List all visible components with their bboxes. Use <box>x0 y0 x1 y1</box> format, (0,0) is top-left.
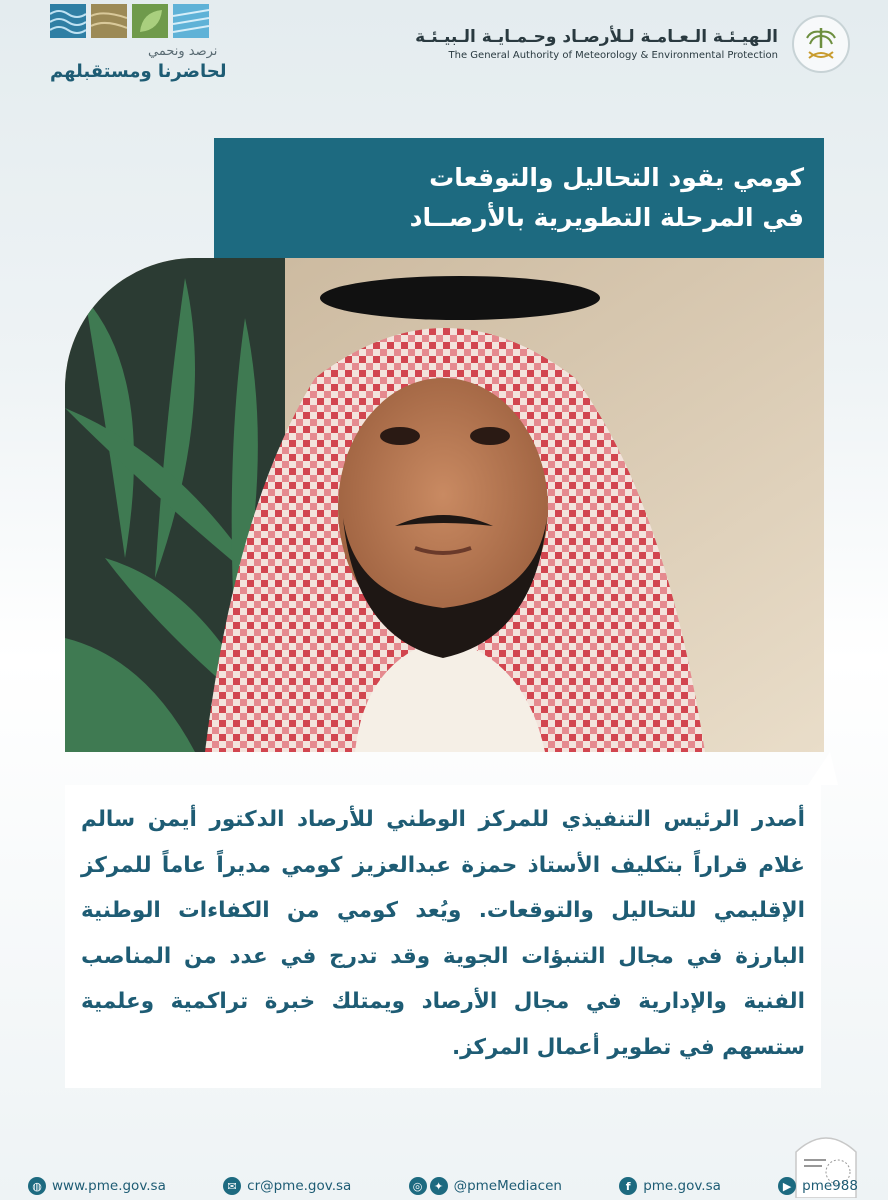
email-text: cr@pme.gov.sa <box>247 1178 352 1194</box>
headline-line-1: كومي يقود التحاليل والتوقعات <box>429 163 804 192</box>
sky-tile-icon <box>173 4 209 38</box>
youtube-icon: ▶ <box>778 1177 796 1195</box>
footer-social[interactable] <box>409 1177 562 1195</box>
mail-icon: ✉ <box>223 1177 241 1195</box>
footer-facebook[interactable] <box>619 1177 721 1195</box>
authority-logo <box>415 12 850 76</box>
twitter-icon: ✦ <box>430 1177 448 1195</box>
authority-name-ar: الـهيـئـة الـعـامـة لـلأرصـاد وحـمـايـة الـبيـئـة <box>415 27 778 47</box>
facebook-icon: f <box>619 1177 637 1195</box>
headline-banner <box>214 138 824 258</box>
campaign-logo <box>50 4 250 104</box>
article-body: أصدر الرئيس التنفيذي للمركز الوطني للأرصاد الدكتور أيمن سالم غلام قراراً بتكليف الأستاذ حمزة عبدالعزيز كومي مديراً عاماً للمركز الإقليمي للتحاليل والتوقعات. ويُعد كومي من الكفاءات الوطنية البارزة في مجال التنبؤات الجوية وقد تدرج في عدد من المناصب الفنية والإدارية في مجال الأرصاد ويمتلك خبرة تراكمية وعلمية ستسهم في تطوير أعمال المركز. <box>81 807 805 1060</box>
article-box <box>65 785 821 1088</box>
headline-line-2: في المرحلة التطويرية بالأرصــاد <box>409 203 804 232</box>
footer-contacts <box>0 1172 888 1200</box>
campaign-tiles <box>50 4 250 38</box>
footer-youtube[interactable] <box>778 1177 858 1195</box>
globe-icon: ◍ <box>28 1177 46 1195</box>
water-tile-icon <box>50 4 86 38</box>
youtube-text: pme988 <box>802 1178 858 1194</box>
leaf-tile-icon <box>132 4 168 38</box>
authority-name-en: The General Authority of Meteorology & Environmental Protection <box>448 50 778 61</box>
sand-tile-icon <box>91 4 127 38</box>
footer-email[interactable] <box>223 1177 351 1195</box>
website-text: www.pme.gov.sa <box>52 1178 166 1194</box>
header <box>0 0 888 120</box>
portrait-photo <box>65 258 824 752</box>
social-handle-text: @pmeMediacen <box>453 1178 562 1194</box>
palm-swords-emblem-icon <box>792 15 850 73</box>
instagram-icon: ◎ <box>409 1177 427 1195</box>
footer-website[interactable] <box>28 1177 166 1195</box>
slogan-big: لحاضرنا ومستقبلهم <box>50 61 227 82</box>
facebook-text: pme.gov.sa <box>643 1178 721 1194</box>
slogan-small: نرصد ونحمي <box>148 44 218 59</box>
